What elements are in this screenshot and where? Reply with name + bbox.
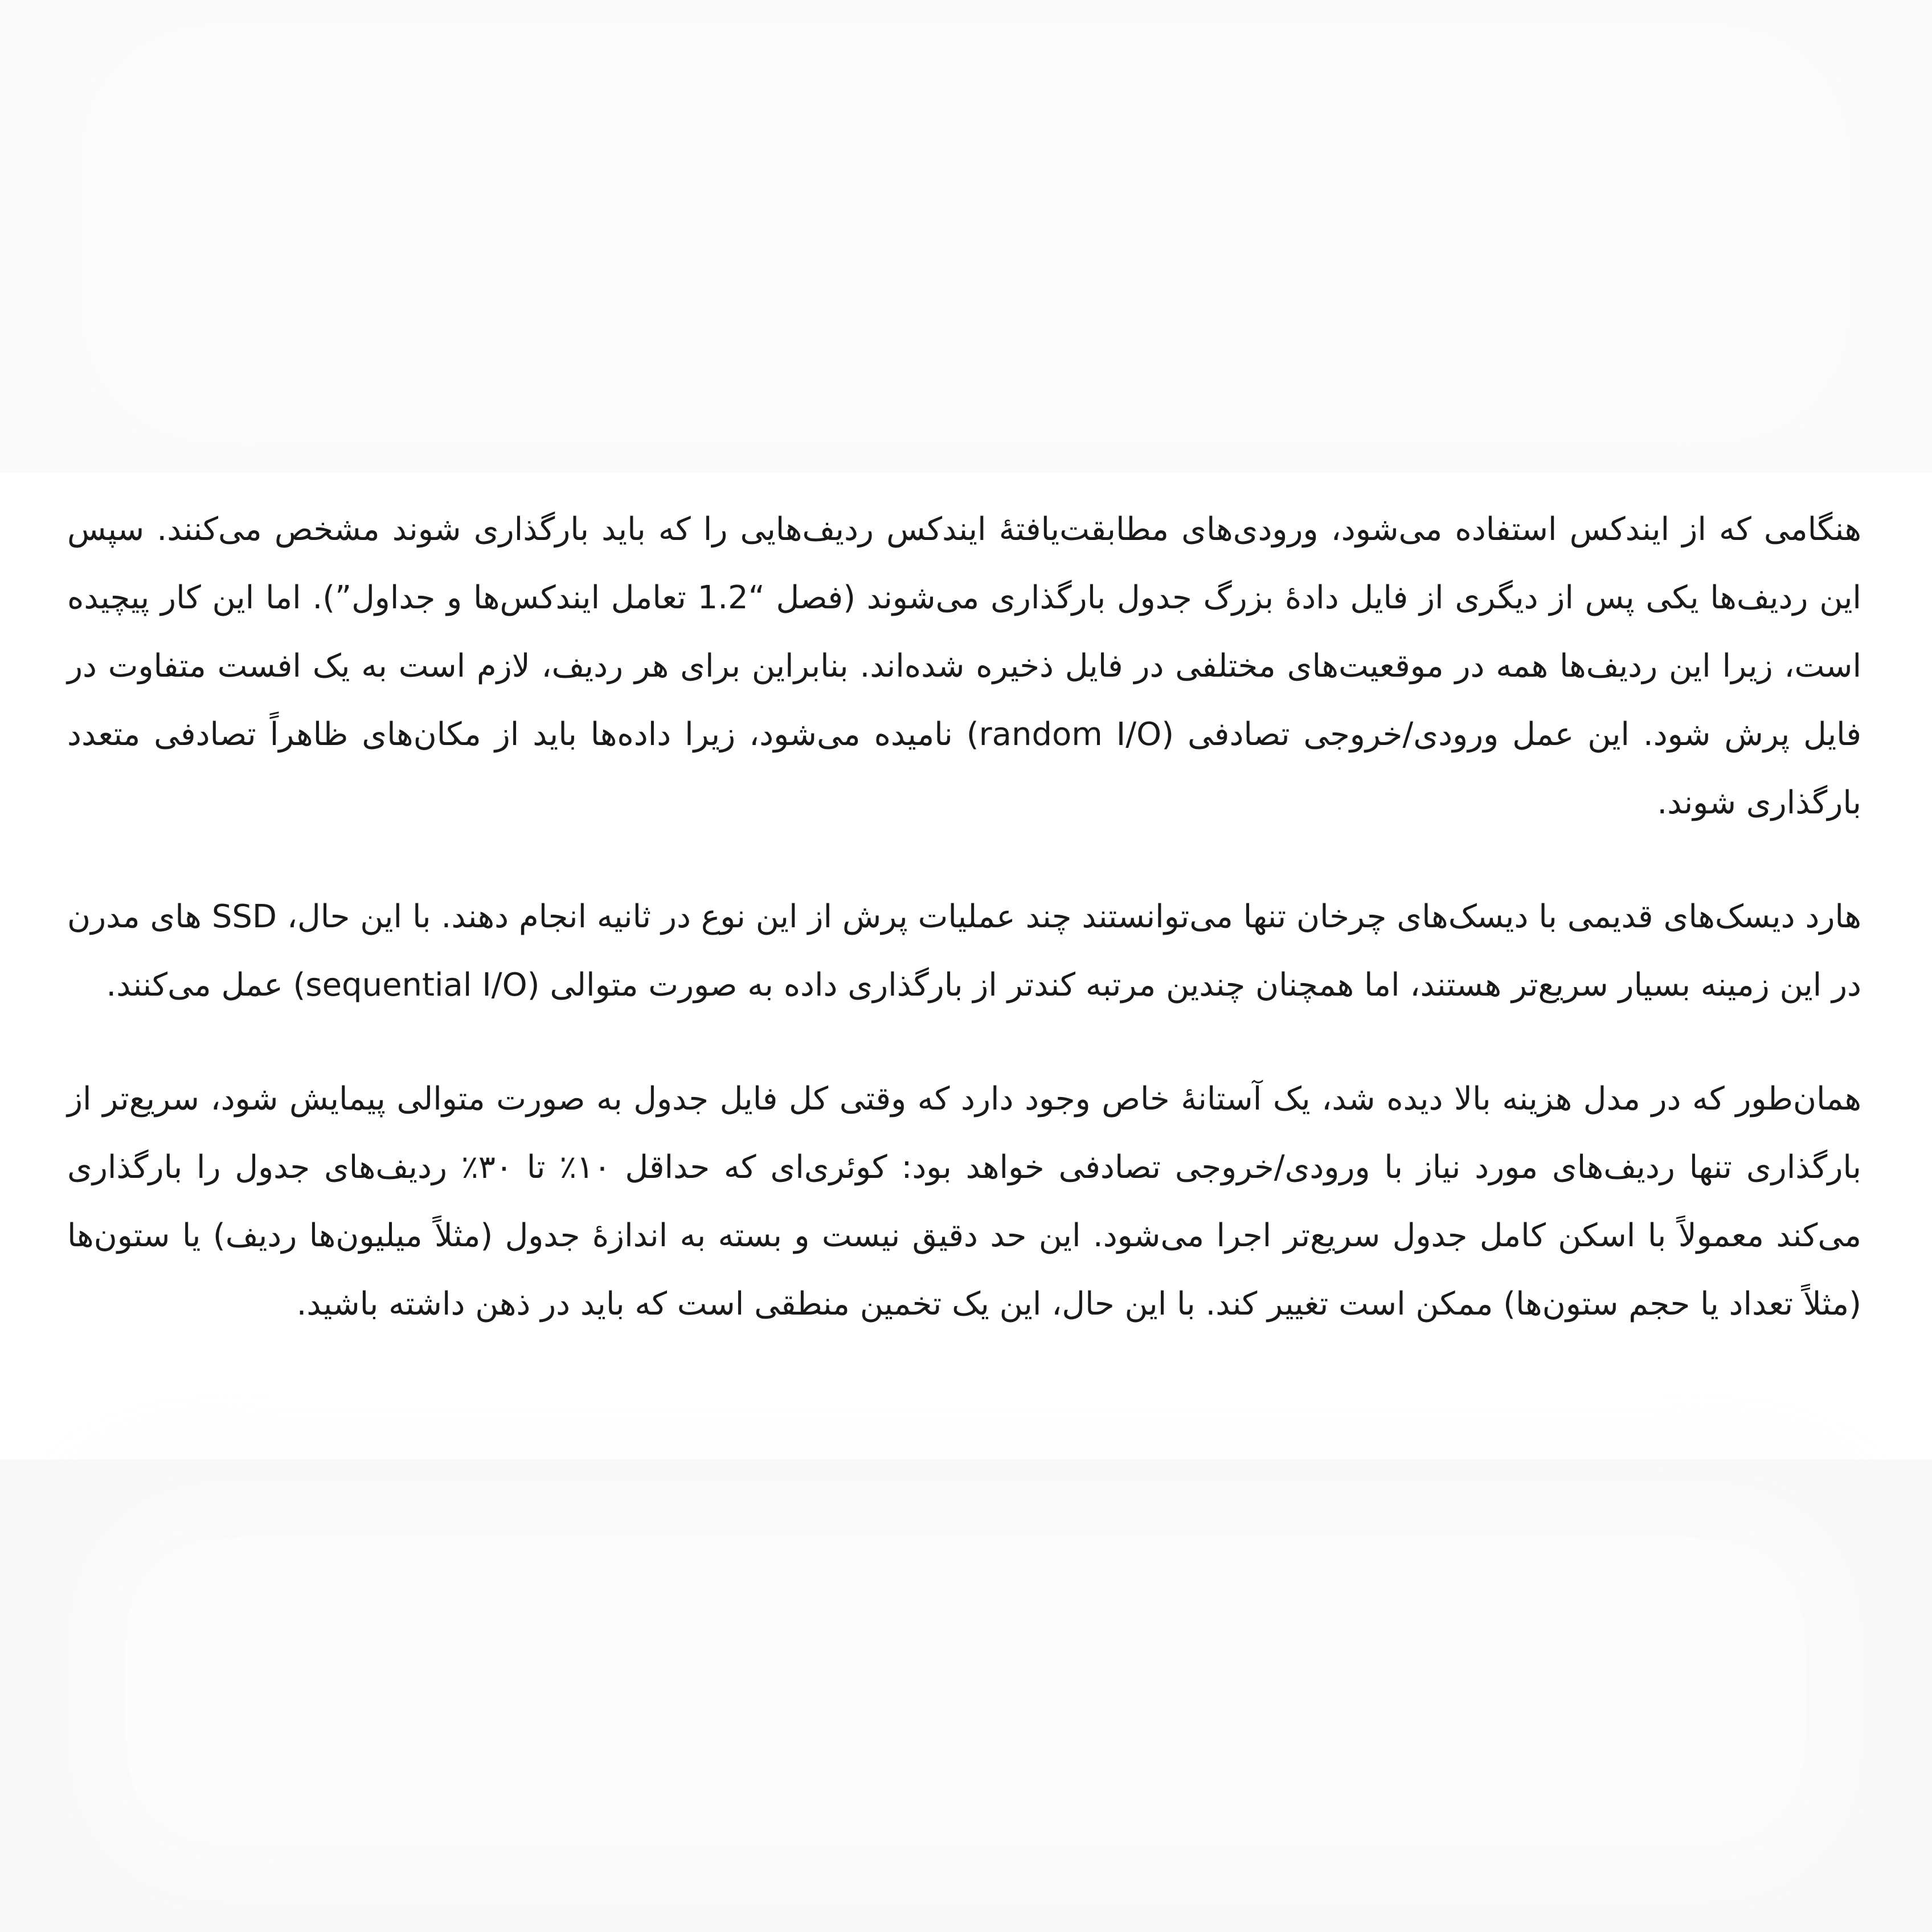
paragraph-hard-disks-ssd: هارد دیسک‌های قدیمی با دیسک‌های چرخان تنها می‌توانستند چند عملیات پرش از این نوع در ثانیه انجام دهند. با این حال، SSD های مدرن در این زمینه بسیار سریع‌تر هستند، اما همچنان چندین مرتبه کندتر از بارگذاری داده به صورت متوالی (sequential I/O) عمل می‌کنند. bbox=[67, 898, 1861, 1004]
paragraph-threshold: همان‌طور که در مدل هزینه بالا دیده شد، یک آستانهٔ خاص وجود دارد که وقتی کل فایل جدول به صورت متوالی پیمایش شود، سریع‌تر از بارگذاری تنها ردیف‌های مورد نیاز با ورودی/خروجی تصادفی خواهد بود: کوئری‌ای که حداقل ۱۰٪ تا ۳۰٪ ردیف‌های جدول را بارگذاری می‌کند معمولاً با اسکن کامل جدول سریع‌تر اجرا می‌شود. این حد دقیق نیست و بسته به اندازهٔ جدول (مثلاً میلیون‌ها ردیف) یا ستون‌ها (مثلاً تعداد یا حجم ستون‌ها) ممکن است تغییر کند. با این حال، این یک تخمین منطقی است که باید در ذهن داشته باشید. bbox=[67, 1080, 1862, 1323]
bottom-blur-shape bbox=[80, 1492, 1851, 1891]
top-blank-area bbox=[0, 0, 1932, 473]
top-blur-shape bbox=[80, 23, 1851, 444]
document-body bbox=[67, 496, 1861, 1339]
paragraph-index-random-io: هنگامی که از ایندکس استفاده می‌شود، ورودی‌های مطابقت‌یافتهٔ ایندکس ردیف‌هایی را که باید بارگذاری شوند مشخص می‌کنند. سپس این ردیف‌ها یکی پس از دیگری از فایل دادهٔ بزرگ جدول بارگذاری می‌شوند (فصل “1.2 تعامل ایندکس‌ها و جداول”). اما این کار پیچیده است، زیرا این ردیف‌ها همه در موقعیت‌های مختلفی در فایل ذخیره شده‌اند. بنابراین برای هر ردیف، لازم است به یک افست متفاوت در فایل پرش شود. این عمل ورودی/خروجی تصادفی (random I/O) نامیده می‌شود، زیرا داده‌ها باید از مکان‌های ظاهراً تصادفی متعدد بارگذاری شوند. bbox=[67, 511, 1862, 821]
